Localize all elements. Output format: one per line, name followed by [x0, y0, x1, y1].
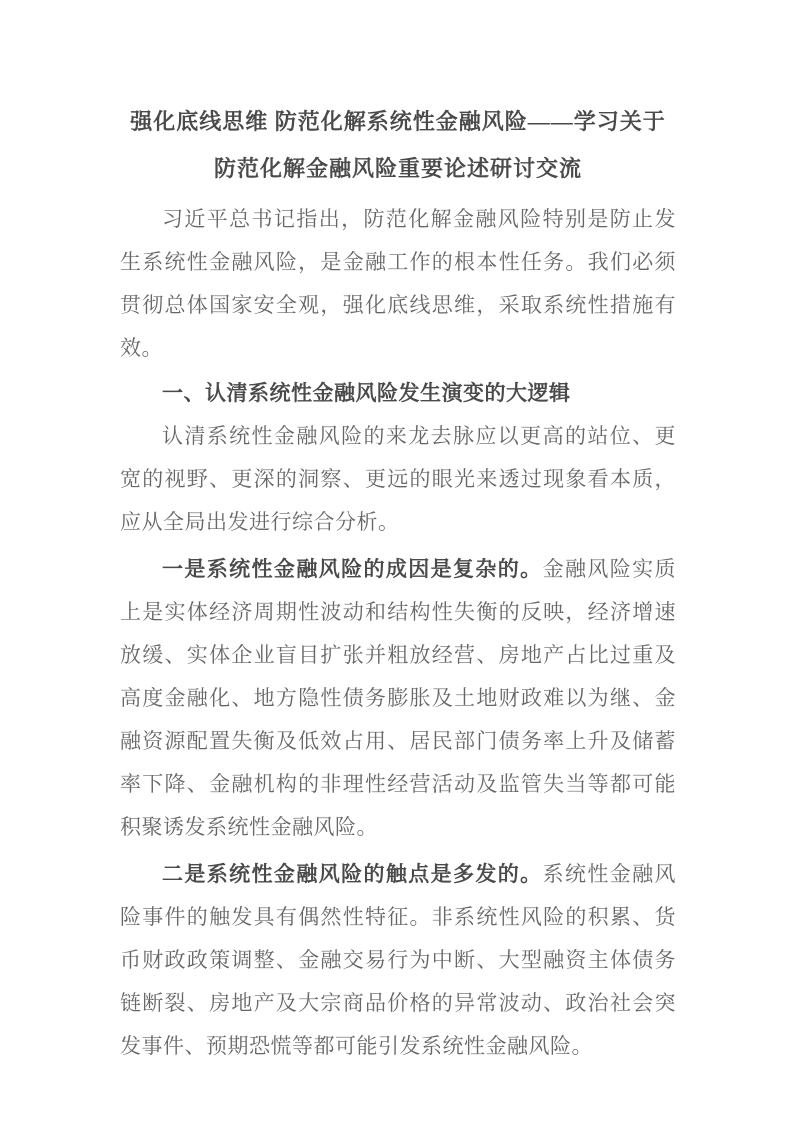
paragraph-point-1-text: 金融风险实质上是实体经济周期性波动和结构性失衡的反映，经济增速放缓、实体企业盲目扩张并粗放经营、房地产占比过重及高度金融化、地方隐性债务膨胀及土地财政难以为继、金融资源配置失衡及低效占用、居民部门债务率上升及储蓄率下降、金融机构的非理性经营活动及监管失当等都可能积聚诱发系统性金融风险。	[120, 557, 677, 839]
document-title: 强化底线思维 防范化解系统性金融风险——学习关于防范化解金融风险重要论述研讨交流	[130, 109, 666, 181]
paragraph-point-2-text: 系统性金融风险事件的触发具有偶然性特征。非系统性风险的积累、货币财政政策调整、金融交易行为中断、大型融资主体债务链断裂、房地产及大宗商品价格的异常波动、政治社会突发事件、预期恐慌等都可能引发系统性金融风险。	[120, 862, 677, 1058]
paragraph-point-1	[120, 548, 676, 849]
paragraph-point-2-lead: 二是系统性金融风险的触点是多发的。	[162, 862, 543, 886]
paragraph-point-1-lead: 一是系统性金融风险的成因是复杂的。	[162, 557, 543, 581]
paragraph-section-overview: 认清系统性金融风险的来龙去脉应以更高的站位、更宽的视野、更深的洞察、更远的眼光来透过现象看本质，应从全局出发进行综合分析。	[120, 424, 676, 534]
paragraph-point-2	[120, 853, 676, 1068]
document-body	[120, 198, 676, 1068]
section-heading-1: 一、认清系统性金融风险发生演变的大逻辑	[162, 381, 571, 405]
paragraph-intro: 习近平总书记指出，防范化解金融风险特别是防止发生系统性金融风险，是金融工作的根本性任务。我们必须贯彻总体国家安全观，强化底线思维，采取系统性措施有效。	[120, 207, 676, 360]
